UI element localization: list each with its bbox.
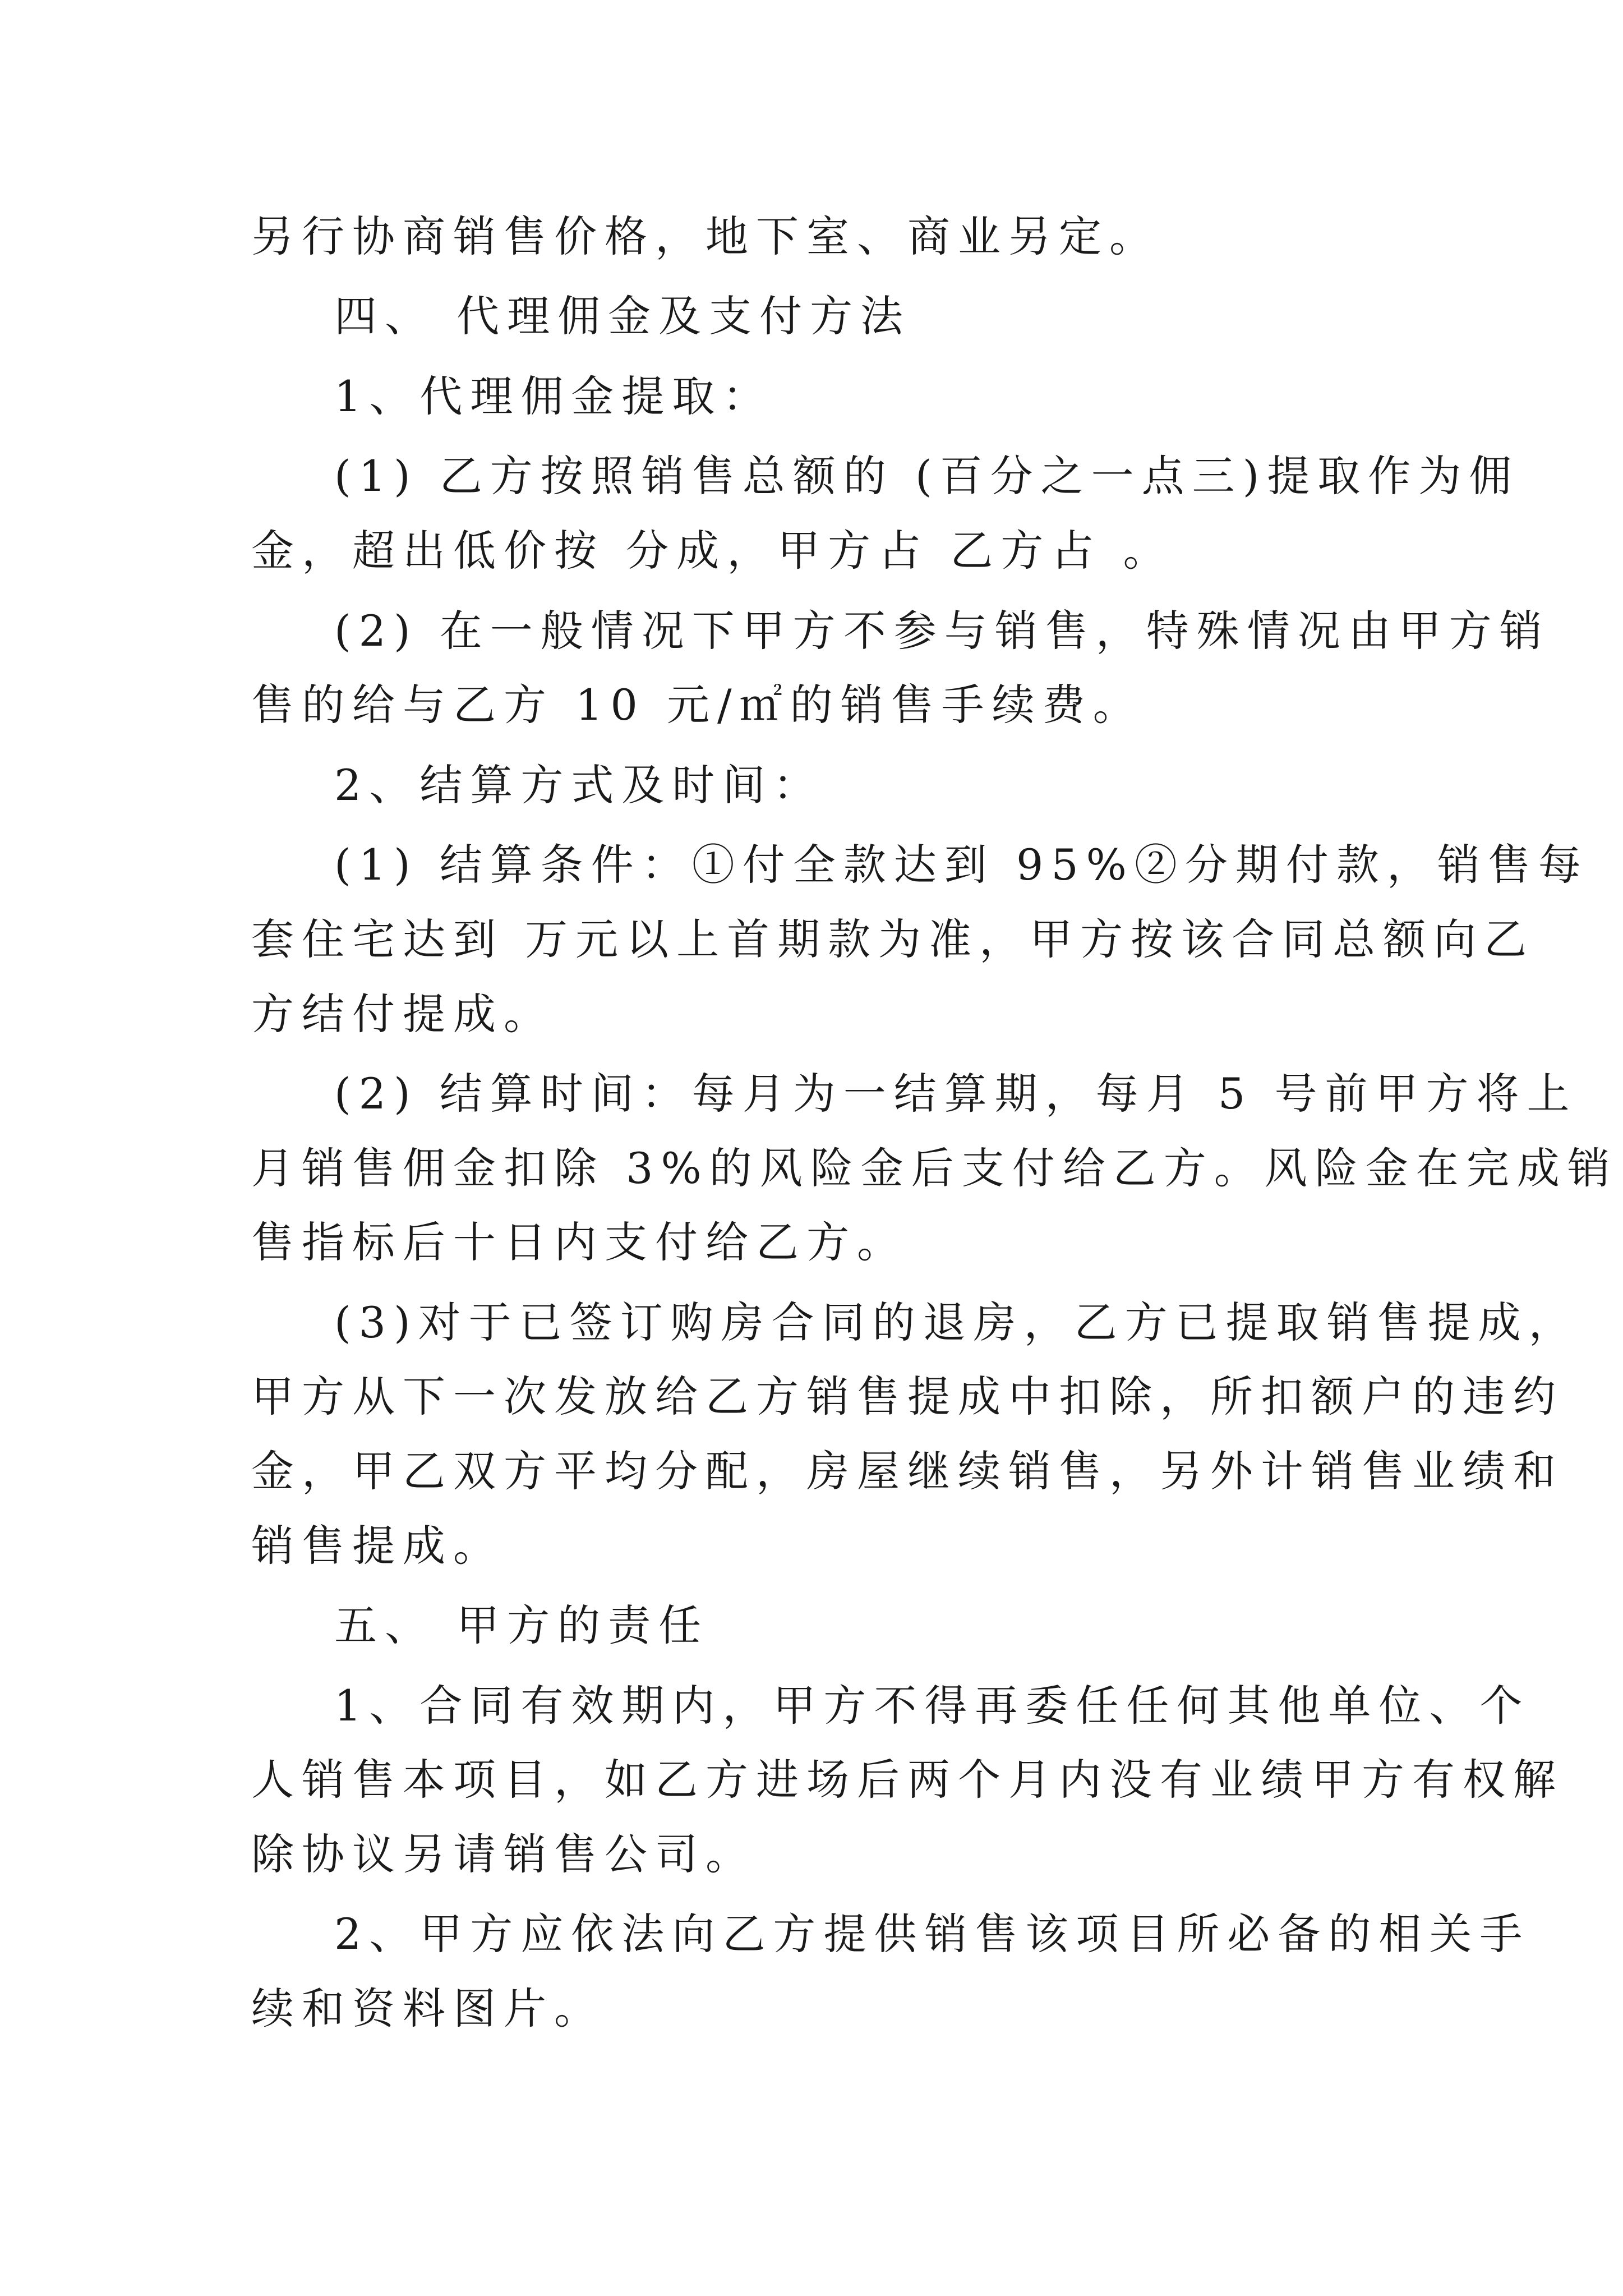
text-line: 方结付提成。: [251, 989, 554, 1039]
text-line: (2) 结算时间：每月为一结算期，每月 5 号前甲方将上: [334, 1069, 1578, 1119]
text-line: 续和资料图片。: [251, 1984, 605, 2033]
section-heading-5: 五、 甲方的责任: [334, 1600, 709, 1650]
text-line: (2) 在一般情况下甲方不参与销售，特殊情况由甲方销: [334, 606, 1550, 656]
text-line: 2、甲方应依法向乙方提供销售该项目所必备的相关手: [334, 1909, 1530, 1959]
text-line: (3)对于已签订购房合同的退房，乙方已提取销售提成，: [334, 1297, 1579, 1347]
text-line: 甲方从下一次发放给乙方销售提成中扣除，所扣额户的违约: [251, 1372, 1564, 1421]
text-line: 售指标后十日内支付给乙方。: [251, 1217, 907, 1267]
text-line: 售的给与乙方 10 元/㎡的销售手续费。: [251, 680, 1144, 730]
section-heading-4: 四、 代理佣金及支付方法: [334, 291, 911, 341]
text-line: (1) 结算条件：①付全款达到 95%②分期付款，销售每: [334, 840, 1589, 890]
text-line: 1、合同有效期内，甲方不得再委任任何其他单位、个: [334, 1681, 1530, 1731]
text-line: 2、结算方式及时间：: [334, 760, 824, 810]
text-line: 金，甲乙双方平均分配，房屋继续销售，另外计销售业绩和: [251, 1446, 1564, 1496]
text-line: 销售提成。: [251, 1521, 504, 1571]
text-line: 月销售佣金扣除 3%的风险金后支付给乙方。风险金在完成销: [251, 1143, 1618, 1193]
text-line: 除协议另请销售公司。: [251, 1829, 756, 1879]
text-line: 人销售本项目，如乙方进场后两个月内没有业绩甲方有权解: [251, 1755, 1564, 1805]
text-line: (1) 乙方按照销售总额的 (百分之一点三)提取作为佣: [334, 451, 1520, 501]
text-line: 金，超出低价按 分成，甲方占 乙方占 。: [251, 526, 1174, 576]
text-line: 另行协商销售价格，地下室、商业另定。: [251, 211, 1160, 261]
text-line: 套住宅达到 万元以上首期款为准，甲方按该合同总额向乙: [251, 914, 1535, 964]
text-line: 1、代理佣金提取：: [334, 371, 773, 421]
